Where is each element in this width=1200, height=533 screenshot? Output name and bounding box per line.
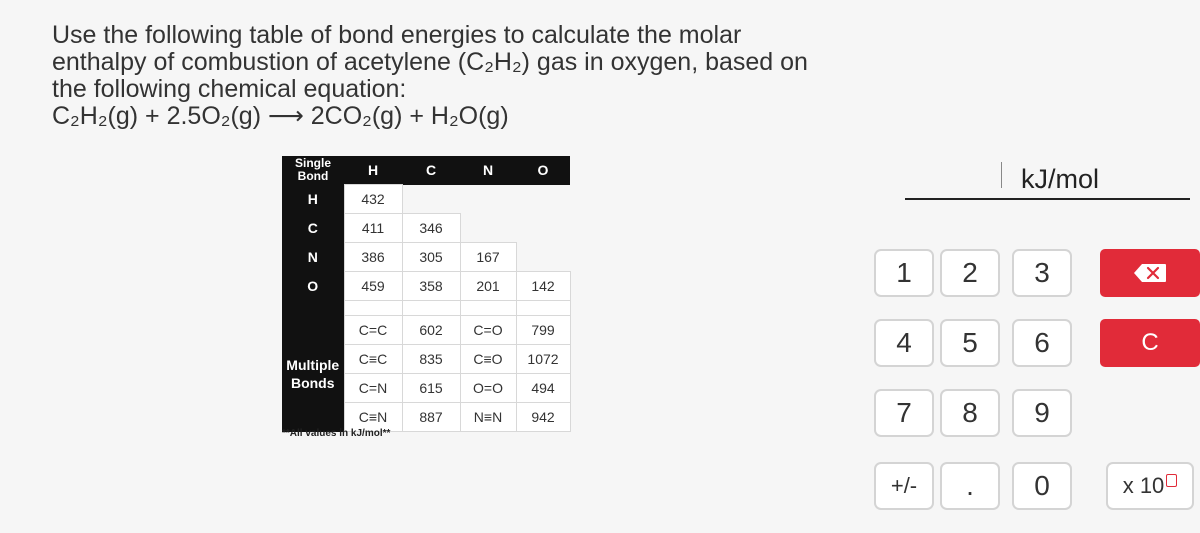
bond-value: 1072 (516, 345, 570, 374)
row-label-n: N (282, 243, 344, 272)
key-9[interactable]: 9 (1012, 389, 1072, 437)
answer-underline (905, 198, 1190, 200)
chemical-equation: C₂H₂(g) + 2.5O₂(g) ⟶ 2CO₂(g) + H₂O(g) (52, 102, 509, 130)
table-cell: 346 (402, 214, 460, 243)
key-3[interactable]: 3 (1012, 249, 1072, 297)
bond-name: C≡C (344, 345, 402, 374)
bond-name: C≡O (460, 345, 516, 374)
scientific-notation-button[interactable] (1106, 462, 1194, 510)
col-header-o: O (516, 156, 570, 185)
table-cell: 432 (344, 185, 402, 214)
table-row (282, 185, 570, 214)
key-plus-minus[interactable]: +/- (874, 462, 934, 510)
bond-name: N≡N (460, 403, 516, 432)
table-row (282, 214, 570, 243)
col-header-c: C (402, 156, 460, 185)
backspace-button[interactable] (1100, 249, 1200, 297)
text-cursor (1001, 162, 1002, 188)
col-header-n: N (460, 156, 516, 185)
table-cell: 142 (516, 272, 570, 301)
table-row (282, 272, 570, 301)
key-6[interactable]: 6 (1012, 319, 1072, 367)
bond-name: C=N (344, 374, 402, 403)
table-footnote: **All values in kJ/mol** (282, 428, 391, 439)
table-cell: 167 (460, 243, 516, 272)
bond-value: 494 (516, 374, 570, 403)
table-corner-label: Single Bond (282, 156, 344, 185)
table-cell: 305 (402, 243, 460, 272)
bond-value: 942 (516, 403, 570, 432)
key-2[interactable]: 2 (940, 249, 1000, 297)
sci-label: x 10 (1122, 473, 1165, 498)
answer-field[interactable] (905, 158, 1190, 200)
table-row (282, 243, 570, 272)
clear-button[interactable]: C (1100, 319, 1200, 367)
bond-name: C=C (344, 316, 402, 345)
bond-name: O=O (460, 374, 516, 403)
table-cell: 459 (344, 272, 402, 301)
question-line-3: the following chemical equation: (52, 75, 407, 103)
row-label-c: C (282, 214, 344, 243)
bond-value: 615 (402, 374, 460, 403)
answer-unit: kJ/mol (1021, 164, 1100, 194)
multiple-bond-row (282, 316, 570, 345)
multiple-bonds-label: Multiple Bonds (282, 316, 344, 432)
key-decimal[interactable]: . (940, 462, 1000, 510)
table-cell: 201 (460, 272, 516, 301)
key-4[interactable]: 4 (874, 319, 934, 367)
bond-value: 835 (402, 345, 460, 374)
row-label-o: O (282, 272, 344, 301)
key-5[interactable]: 5 (940, 319, 1000, 367)
table-cell: 358 (402, 272, 460, 301)
key-7[interactable]: 7 (874, 389, 934, 437)
col-header-h: H (344, 156, 402, 185)
table-cell: 386 (344, 243, 402, 272)
key-0[interactable]: 0 (1012, 462, 1072, 510)
bond-value: 887 (402, 403, 460, 432)
question-line-1: Use the following table of bond energies to calculate the molar (52, 21, 742, 49)
bond-energy-table (282, 156, 571, 432)
question-text (52, 22, 812, 130)
question-line-2: enthalpy of combustion of acetylene (C₂H₂) gas in oxygen, based on (52, 48, 808, 76)
bond-value: 602 (402, 316, 460, 345)
backspace-icon (1133, 263, 1167, 283)
bond-value: 799 (516, 316, 570, 345)
key-1[interactable]: 1 (874, 249, 934, 297)
exponent-box-icon (1166, 474, 1177, 487)
key-8[interactable]: 8 (940, 389, 1000, 437)
bond-name: C≡N (344, 403, 402, 432)
table-cell: 411 (344, 214, 402, 243)
bond-name: C=O (460, 316, 516, 345)
row-label-h: H (282, 185, 344, 214)
